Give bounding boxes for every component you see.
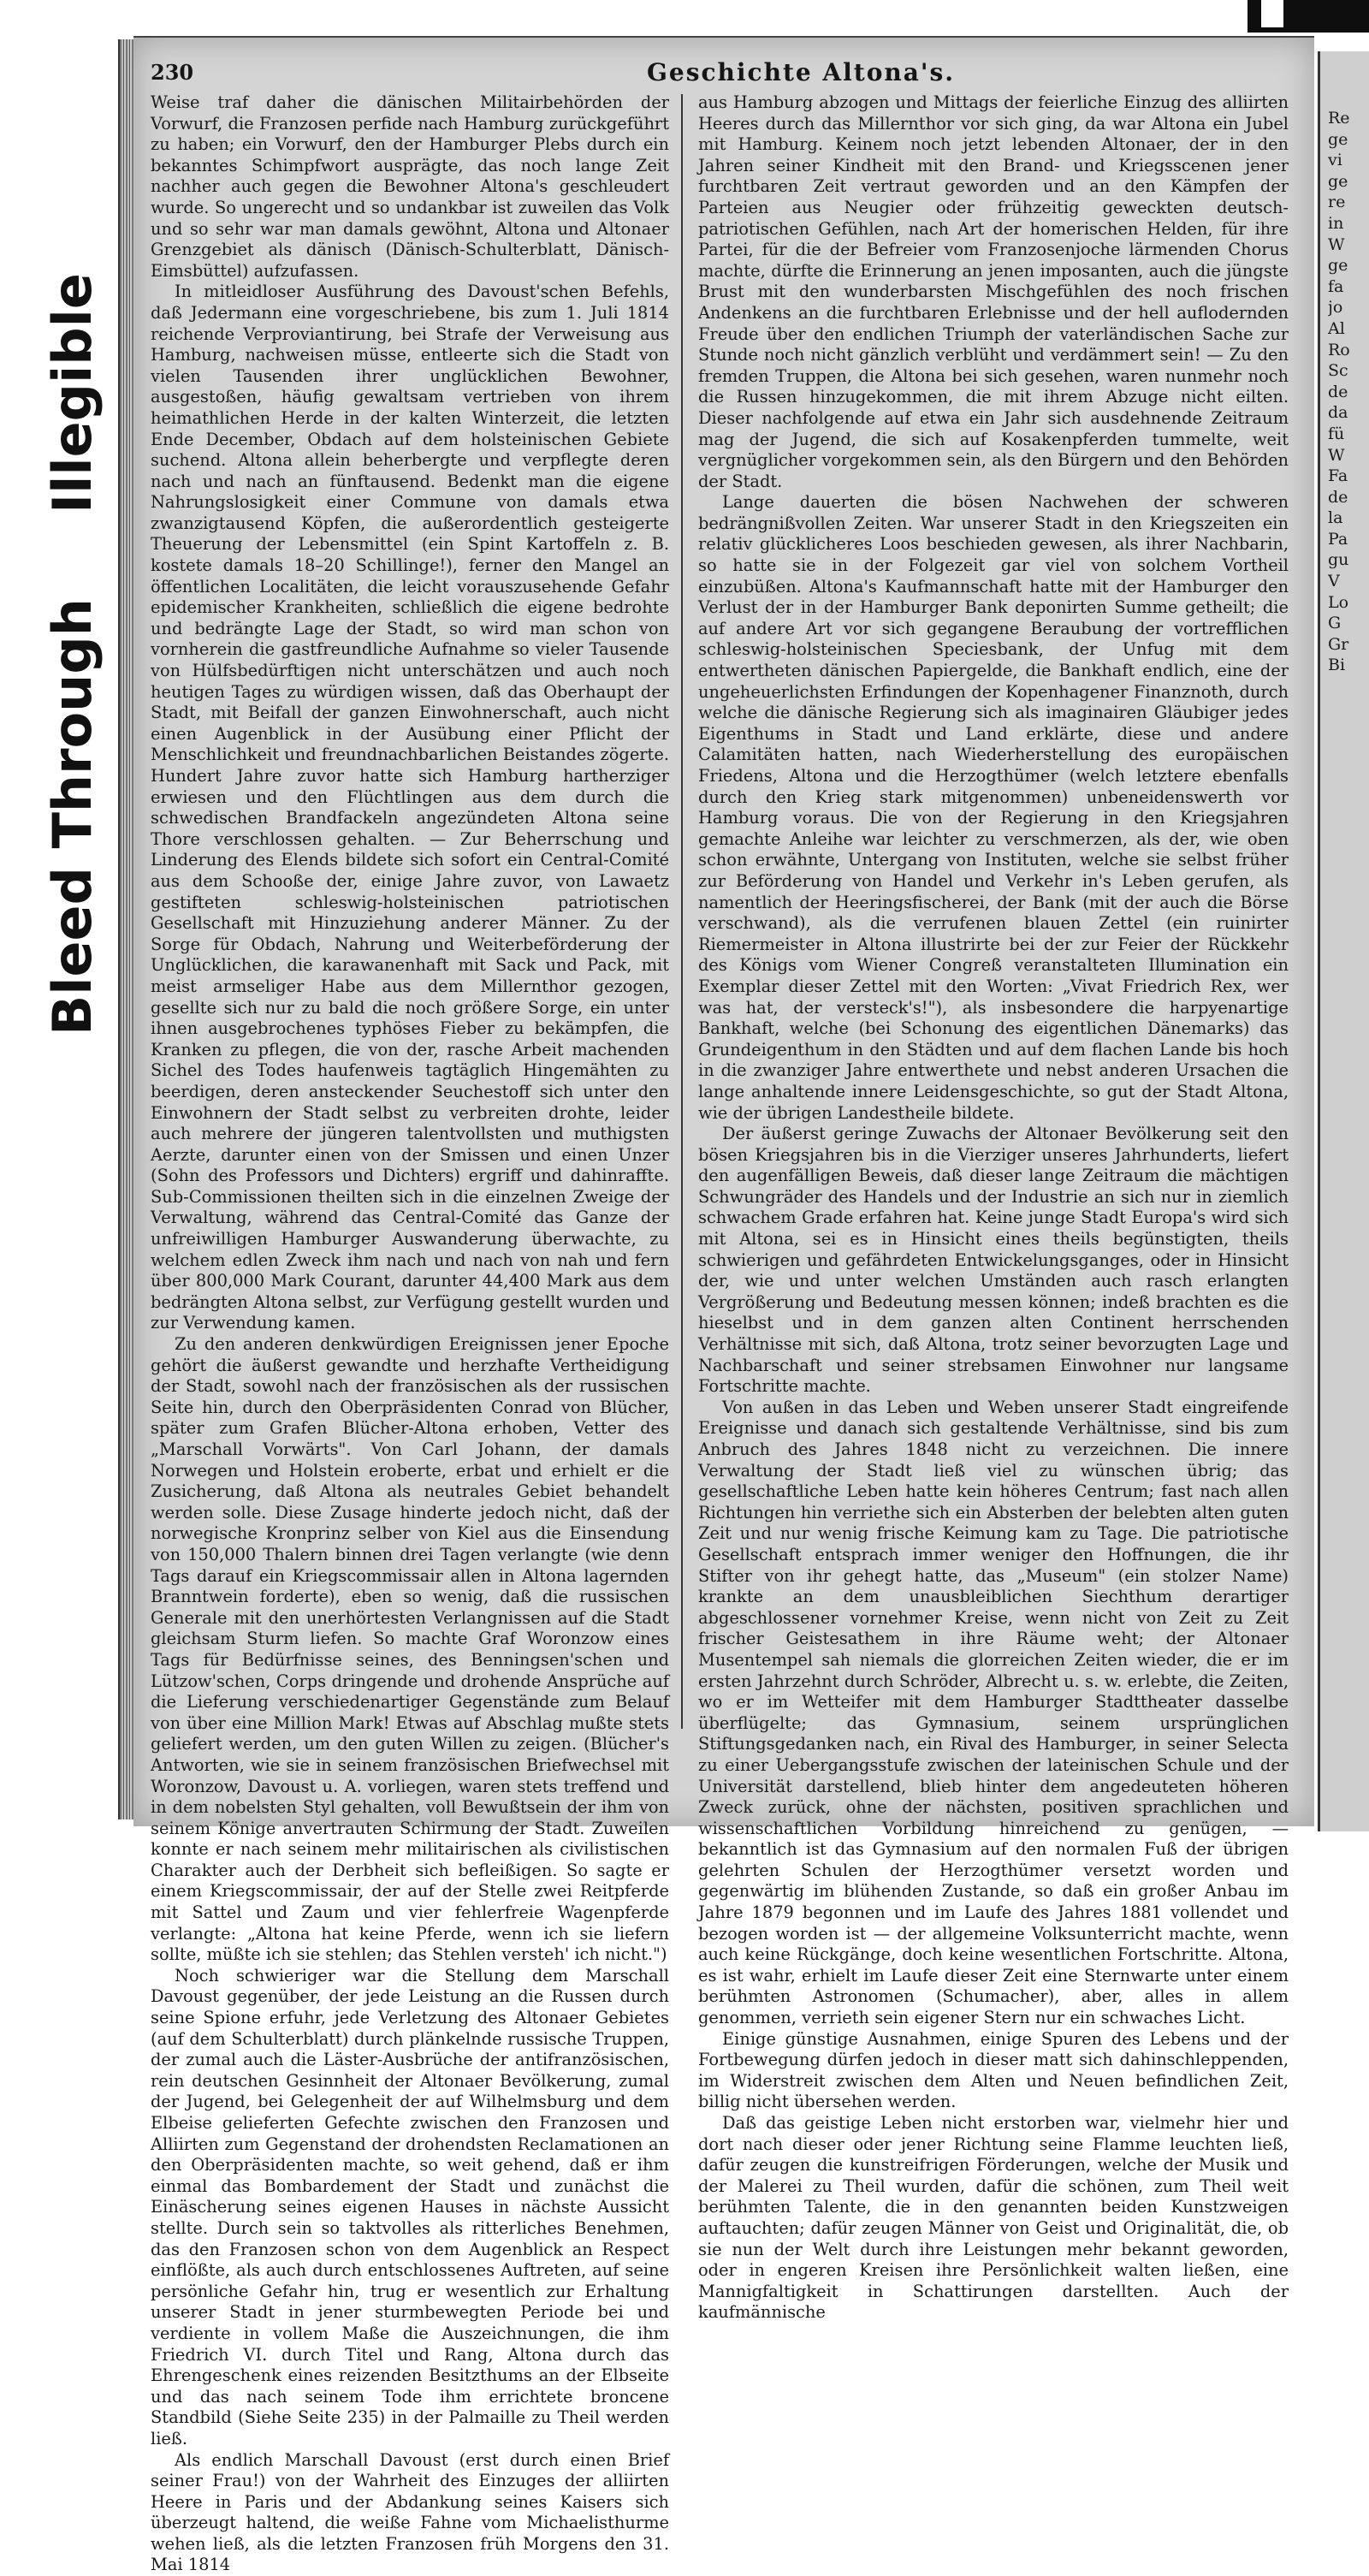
fragment-line: G bbox=[1328, 613, 1366, 634]
right-column bbox=[698, 92, 1289, 2324]
fragment-line: Lo bbox=[1328, 592, 1366, 614]
left-column bbox=[151, 92, 669, 2576]
fragment-line: la bbox=[1328, 507, 1366, 529]
paragraph: Zu den anderen denkwürdigen Ereignissen jener Epoche gehört die äußerst gewandte und herzhafte Vertheidigung der Stadt, sowohl nach der französischen als der russischen Seite hin, durch den Oberpräsidenten Conrad von Blücher, später zum Grafen Blücher-Altona erhoben, Vetter des „Marschall Vorwärts". Von Carl Johann, der damals Norwegen und Holstein eroberte, erbat und erhielt er die Zusicherung, daß Altona als neutrales Gebiet behandelt werden solle. Diese Zusage hinderte jedoch nicht, daß der norwegische Kronprinz selber von Kiel aus die Einsendung von 150,000 Thalern binnen drei Tagen verlangte (wie denn Tags darauf ein Kriegscommissair allen in Altona lagernden Branntwein forderte), eben so wenig, daß die russischen Generale mit den unerhörtesten Verlangnissen auf die Stadt gleichsam Sturm liefen. So machte Graf Woronzow eines Tags für Bedürfnisse seines, des Benningsen'schen und Lützow'schen, Corps dringende und drohende Ansprüche auf die Lieferung verschiedenartiger Gegenstände zum Belauf von über eine Million Mark! Etwas auf Abschlag mußte stets geliefert werden, um den guten Willen zu zeigen. (Blücher's Antworten, wie sie in seinem französischen Briefwechsel mit Woronzow, Davoust u. A. vorliegen, waren stets treffend und in dem nobelsten Styl gehalten, voll Bewußtsein der ihm von seinem Könige anvertrauten Schirmung der Stadt. Zuweilen konnte er nach seinem mehr militairischen als civilistischen Charakter auch der Derbheit sich befleißigen. So sagte er einem Kriegscommissair, der auf der Stelle zwei Reitpferde mit Sattel und Zaum und vier fehlerfreie Wagenpferde verlangte: „Altona hat keine Pferde, wenn ich sie liefern sollte, müßte ich sie stehlen; das Stehlen versteh' ich nicht.") bbox=[151, 1334, 669, 1966]
fragment-line: W bbox=[1328, 445, 1366, 466]
fragment-line: W bbox=[1328, 234, 1366, 256]
fragment-line: de bbox=[1328, 382, 1366, 403]
fragment-line: Al bbox=[1328, 318, 1366, 340]
column-divider bbox=[681, 94, 683, 1729]
paragraph: In mitleidloser Ausführung des Davoust'schen Befehls, daß Jedermann eine vorgeschriebene, bis zum 1. Juli 1814 reichende Verproviantirung, bei Strafe der Verweisung aus Hamburg, nachweisen müsse, entleerte sich die Stadt von vielen Tausenden ihrer unglücklichen Bewohner, ausgestoßen, häufig gewaltsam vertrieben von ihrem heimathlichen Herde in der kalten Winterzeit, die letzten Ende December, Obdach auf dem holsteinischen Gebiete suchend. Altona allein beherbergte und verpflegte deren nach und nach an fünftausend. Bedenkt man die eigene Nahrungslosigkeit einer Commune von damals etwa zwanzigtausend Köpfen, die außerordentlich gesteigerte Theuerung der Lebensmittel (ein Spint Kartoffeln z. B. kostete damals 18–20 Schillinge!), ferner den Mangel an öffentlichen Localitäten, die leicht vorauszusehende Gefahr epidemischer Krankheiten, schließlich die eigene bedrohte und bedrängte Lage der Stadt, so wird man schon von vornherein die gastfreundliche Aufnahme so vieler Tausende von Hülfsbedürftigen nicht unterschätzen und auch noch heutigen Tages zu würdigen wissen, daß das Oberhaupt der Stadt, mit Beifall der ganzen Einwohnerschaft, auch nicht einen Augenblick in der Ausübung einer Pflicht der Menschlichkeit und freundnachbarlichen Beistandes zögerte. Hundert Jahre zuvor hatte sich Hamburg hartherziger erwiesen und den Flüchtlingen aus dem durch die schwedischen Brandfackeln angezündeten Altona seine Thore verschlossen gehalten. — Zur Beherrschung und Linderung des Elends bildete sich sofort ein Central-Comité aus dem Schooße der, einige Jahre zuvor, von Lawaetz gestifteten schleswig-holsteinischen patriotischen Gesellschaft mit Hinzuziehung anderer Männer. Zu der Sorge für Obdach, Nahrung und Weiterbeförderung der Unglücklichen, die karawanenhaft mit Sack und Pack, mit meist armseliger Habe aus dem Millernthor gezogen, gesellte sich nur zu bald die noch größere Sorge, ein unter ihnen ausgebrochenes typhöses Fieber zu bekämpfen, die Kranken zu pflegen, die von der, rasche Arbeit machenden Sichel des Todes haufenweis tagtäglich Hingemähten zu beerdigen, deren ansteckender Seuchestoff sich unter den Einwohnern der Stadt selbst zu verbreiten drohte, leider auch mehrere der jüngeren talentvollsten und muthigsten Aerzte, darunter einen von der Smissen und einen Unzer (Sohn des Professors und Dichters) ergriff und dahinraffte. Sub-Commissionen theilten sich in die einzelnen Zweige der Verwaltung, während das Central-Comité das Ganze der unfreiwilligen Hamburger Auswanderung überwachte, zu welchem edlen Zweck ihm nach und nach von nah und fern über 800,000 Mark Courant, darunter 44,400 Mark aus dem bedrängten Altona selbst, zur Verfügung gestellt wurden und zur Verwendung kamen. bbox=[151, 282, 669, 1334]
fragment-line: ge bbox=[1328, 171, 1366, 193]
fragment-line: jo bbox=[1328, 297, 1366, 318]
fragment-line: fü bbox=[1328, 424, 1366, 445]
fragment-line: Fa bbox=[1328, 466, 1366, 487]
book-page-edges bbox=[118, 39, 135, 1819]
paragraph: Einige günstige Ausnahmen, einige Spuren des Lebens und der Fortbewegung dürfen jedoch in dieser matt sich dahinschleppenden, im Widerstreit zwischen dem Alten und Neuen befindlichen Zeit, billig nicht übersehen werden. bbox=[698, 2029, 1289, 2113]
paragraph: Der äußerst geringe Zuwachs der Altonaer Bevölkerung seit den bösen Kriegsjahren bis in die Vierziger unseres Jahrhunderts, liefert den augenfälligen Beweis, daß dieser lange Zeitraum die mächtigen Schwungräder des Handels und der Industrie an sich nur in ziemlich schwachem Grade erfahren hat. Keine junge Stadt Europa's wird sich mit Altona, sei es in Hinsicht eines theils begünstigten, theils schwierigen und gefährdeten Entwickelungsganges, oder in Hinsicht der, wie und unter welchen Umständen auch rasch erlangten Vergrößerung und Bedeutung messen können; indeß brachten es die hieselbst und in dem ganzen alten Continent herrschenden Verhältnisse mit sich, daß Altona, trotz seiner bevorzugten Lage und Nachbarschaft und seiner strebsamen Einwohner nur langsame Fortschritte machte. bbox=[698, 1124, 1289, 1398]
paragraph: Von außen in das Leben und Weben unserer Stadt eingreifende Ereignisse und danach sich gestaltende Verhältnisse, sind bis zum Anbruch des Jahres 1848 nicht zu verzeichnen. Die innere Verwaltung der Stadt ließ viel zu wünschen übrig; das gesellschaftliche Leben hatte kein höheres Centrum; fast nach allen Richtungen hin verriethe sich ein Absterben der belebten alten guten Zeit und nur wenig frische Keimung kam zu Tage. Die patriotische Gesellschaft entsprach immer weniger den Hoffnungen, die ihr Stifter von ihr gehegt hatte, das „Museum" (ein stolzer Name) krankte an dem unausbleiblichen Siechthum derartiger abgeschlossener vornehmer Kreise, wenn nicht von Zeit zu Zeit frischer Geistesathem in ihre Räume weht; der Altonaer Musentempel sah niemals die glorreichen Zeiten wieder, die er im ersten Jahrzehnt durch Schröder, Albrecht u. s. w. erlebte, die Zeiten, wo er im Wetteifer mit dem Hamburger Stadttheater dasselbe überflügelte; das Gymnasium, seinem ursprünglichen Stiftungsgedanken nach, ein Rival des Hamburger, in seiner Selecta zu einer Uebergangsstufe zwischen der lateinischen Schule und der Universität darstellend, blieb hinter dem angedeuteten höheren Zweck zurück, ohne der nächsten, positiven sprachlichen und wissenschaftlichen Vorbildung hinreichend zu genügen, — bekanntlich ist das Gymnasium auf den normalen Fuß der übrigen gelehrten Schulen der Herzogthümer versetzt worden und gegenwärtig im blühenden Zustande, so daß ein großer Anbau im Jahre 1879 begonnen und im Laufe des Jahres 1881 vollendet und bezogen worden ist — der allgemeine Volksunterricht machte, wenn auch keine Rückgänge, doch keine wesentlichen Fortschritte. Altona, es ist wahr, erhielt im Laufe dieser Zeit eine Sternwarte unter einem berühmten Astronomen (Schumacher), aber, alles in allem genommen, verrieth sein eigener Stern nur ein schwaches Licht. bbox=[698, 1398, 1289, 2029]
fragment-line: Bi bbox=[1328, 655, 1366, 676]
scan-notch bbox=[1261, 0, 1283, 27]
paragraph: Noch schwieriger war die Stellung dem Marschall Davoust gegenüber, der jede Leistung an die Russen durch seine Spione erfuhr, jede Verletzung des Altonaer Gebietes (auf dem Schulterblatt) durch plänkelnde russische Truppen, der zumal auch die Läster-Ausbrüche der antifranzösischen, rein deutschen Gesinnheit der Altonaer Bevölkerung, zumal der Jugend, bei Gelegenheit der auf Wilhelmsburg und dem Elbeise gelieferten Gefechte zwischen den Franzosen und Alliirten zum Gegenstand der drohendsten Reclamationen an den Oberpräsidenten machte, so weit gehend, daß er ihm einmal das Bombardement der Stadt und zunächst die Einäscherung seines eigenen Hauses in nächste Aussicht stellte. Durch sein so taktvolles als ritterliches Benehmen, das den Franzosen schon von dem Augenblick an Respect einflößte, als auch durch entschlossenes Auftreten, auf seine persönliche Gefahr hin, trug er wesentlich zur Erhaltung unserer Stadt in jener sturmbewegten Periode bei und verdiente in vollem Maße die Auszeichnungen, die ihm Friedrich VI. durch Titel und Rang, Altona durch das Ehrengeschenk eines reizenden Besitzthums an der Elbseite und das nach seinem Tode ihm errichtete broncene Standbild (Siehe Seite 235) in der Palmaille zu Theil werden ließ. bbox=[151, 1966, 669, 2450]
fragment-line: re bbox=[1328, 192, 1366, 213]
fragment-line: Pa bbox=[1328, 529, 1366, 550]
paragraph: Daß das geistige Leben nicht erstorben war, vielmehr hier und dort nach dieser oder jener Richtung seine Flamme leuchten ließ, dafür zeugen die kunstreifrigen Förderungen, welche der Musik und der Malerei zu Theil wurden, dafür die schönen, zum Theil weit berühmten Talente, die in den genannten beiden Kunstzweigen auftauchten; dafür zeugen Männer von Geist und Originalität, die, ob sie nun der Welt durch ihre Leistungen mehr bekannt geworden, oder in engeren Kreisen ihre Persönlichkeit walten ließen, eine Mannigfaltigkeit in Schattirungen darstellten. Auch der kaufmännische bbox=[698, 2113, 1289, 2324]
paragraph: Als endlich Marschall Davoust (erst durch einen Brief seiner Frau!) von der Wahrheit des Einzuges der alliirten Heere in Paris und der Abdankung seines Kaisers sich überzeugt haltend, die weiße Fahne vom Michaelisthurme wehen ließ, als die letzten Franzosen früh Morgens den 31. Mai 1814 bbox=[151, 2450, 669, 2576]
fragment-line: de bbox=[1328, 487, 1366, 508]
fragment-line: fa bbox=[1328, 276, 1366, 298]
scan-quality-stamp bbox=[34, 282, 120, 1036]
fragment-line: V bbox=[1328, 571, 1366, 592]
illegible-label: Illegible bbox=[41, 273, 104, 513]
fragment-line: in bbox=[1328, 213, 1366, 234]
fragment-line: Ro bbox=[1328, 340, 1366, 361]
running-title: Geschichte Altona's. bbox=[647, 58, 955, 86]
fragment-line: Gr bbox=[1328, 634, 1366, 656]
bleed-through-label: Bleed Through bbox=[41, 598, 104, 1036]
paragraph: Lange dauerten die bösen Nachwehen der schweren bedrängnißvollen Zeiten. War unserer Stadt in den Kriegszeiten ein relativ glücklicheres Loos beschieden gewesen, als ihrer Nachbarin, so hatte sie in der Folgezeit gar viel von solchem Vortheil einzubüßen. Altona's Kaufmannschaft hatte mit der Hamburger den Verlust der in der Hamburger Bank deponirten Summe getheilt; die auf andere Art vor sich gegangene Beraubung der vortrefflichen schleswig-holsteinischen Speciesbank, der Unfug mit dem entwertheten dänischen Papiergelde, die Bankhaft endlich, eine der ungeheuerlichsten Erfindungen der Kopenhagener Finanznoth, durch welche die dänische Regierung sich als imaginairen Gläubiger jedes Eigenthums in Stadt und Land erklärte, diese und andere Calamitäten hatten, nach Wiederherstellung des europäischen Friedens, Altona und die Herzogthümer (welch letztere ebenfalls durch den Krieg stark mitgenommen) unbeneidenswerth vor Hamburg voraus. Die von der Regierung in den Kriegsjahren gemachte Anleihe war leichter zu verschmerzen, als der, wie oben schon erwähnte, Untergang von Instituten, welche sie selbst früher zur Beförderung von Handel und Verkehr in's Leben gerufen, als namentlich der Heeringsfischerei, der Bank (mit der auch die Börse verschwand), als die verrufenen blauen Zettel (ein ruinirter Riemermeister in Altona illustrirte bei der zur Feier der Rückkehr des Königs vom Wiener Congreß veranstalteten Illumination ein Exemplar dieser Zettel mit den Worten: „Vivat Friedrich Rex, wer was hat, der versteck's!"), als insbesondere die harpyenartige Bankhaft, welche (bei Schonung des eigentlichen Dänemarks) das Grundeigenthum in den Städten und auf dem flachen Lande bis hoch in die zwanziger Jahre entwerthete und nebst anderen Ursachen die lange anhaltende innere Leidensgeschichte, so gut der Stadt Altona, wie der übrigen Landestheile bildete. bbox=[698, 492, 1289, 1124]
book-page bbox=[133, 36, 1314, 1826]
paragraph: aus Hamburg abzogen und Mittags der feierliche Einzug des alliirten Heeres durch das Millernthor vor sich ging, da war Altona ein Jubel mit Hamburg. Keinem noch jetzt lebenden Altonaer, der in den Jahren seiner Kindheit mit den Brand- und Kriegsscenen jener furchtbaren Zeit vertraut geworden und an den Kämpfen der Parteien aus Neugier oder frühzeitig geweckten deutsch-patriotischen Gefühlen, nach Art der homerischen Helden, für ihre Partei, für die der Befreier vom Franzosenjoche lärmenden Chorus machte, dürfte die Erinnerung an jenen imposanten, auch die jüngste Brust mit den wunderbarsten Mischgefühlen des noch frischen Andenkens an die furchtbaren Erlebnisse und der hell auflodernden Freude über den endlichen Triumph der vaterländischen Sache zur Stunde noch nicht gänzlich verblüht und verdämmert sein! — Zu den fremden Truppen, die Altona bei sich gesehen, waren nunmehr noch die Russen hinzugekommen, die mit ihrem Abzuge nicht eilten. Dieser nachfolgende auf etwa ein Jahr sich ausdehnende Zeitraum mag der Jugend, die sich auf Kosakenpferden tummelte, weit vergnüglicher vorgekommen sein, als den Bürgern und den Behörden der Stadt. bbox=[698, 92, 1289, 492]
fragment-line: Sc bbox=[1328, 360, 1366, 382]
fragment-line: vi bbox=[1328, 150, 1366, 171]
fragment-line: ge bbox=[1328, 129, 1366, 151]
paragraph: Weise traf daher die dänischen Militairbehörden der Vorwurf, die Franzosen perfide nach Hamburg zurückgeführt zu haben; ein Vorwurf, den der Hamburger Plebs durch ein bekanntes Schimpfwort ausprägte, das noch lange Zeit nachher auch gegen die Bewohner Altona's geschleudert wurde. So ungerecht und so undankbar ist zuweilen das Volk und so sehr war man damals gewöhnt, Altona und Altonaer Grenzgebiet als dänisch (Dänisch-Schulterblatt, Dänisch-Eimsbüttel) aufzufassen. bbox=[151, 92, 669, 282]
fragment-line: Re bbox=[1328, 108, 1366, 129]
fragment-line: gu bbox=[1328, 549, 1366, 571]
page-number: 230 bbox=[151, 60, 193, 85]
fragment-line: da bbox=[1328, 402, 1366, 424]
fragment-line: ge bbox=[1328, 255, 1366, 276]
next-page-fragments bbox=[1328, 108, 1366, 676]
